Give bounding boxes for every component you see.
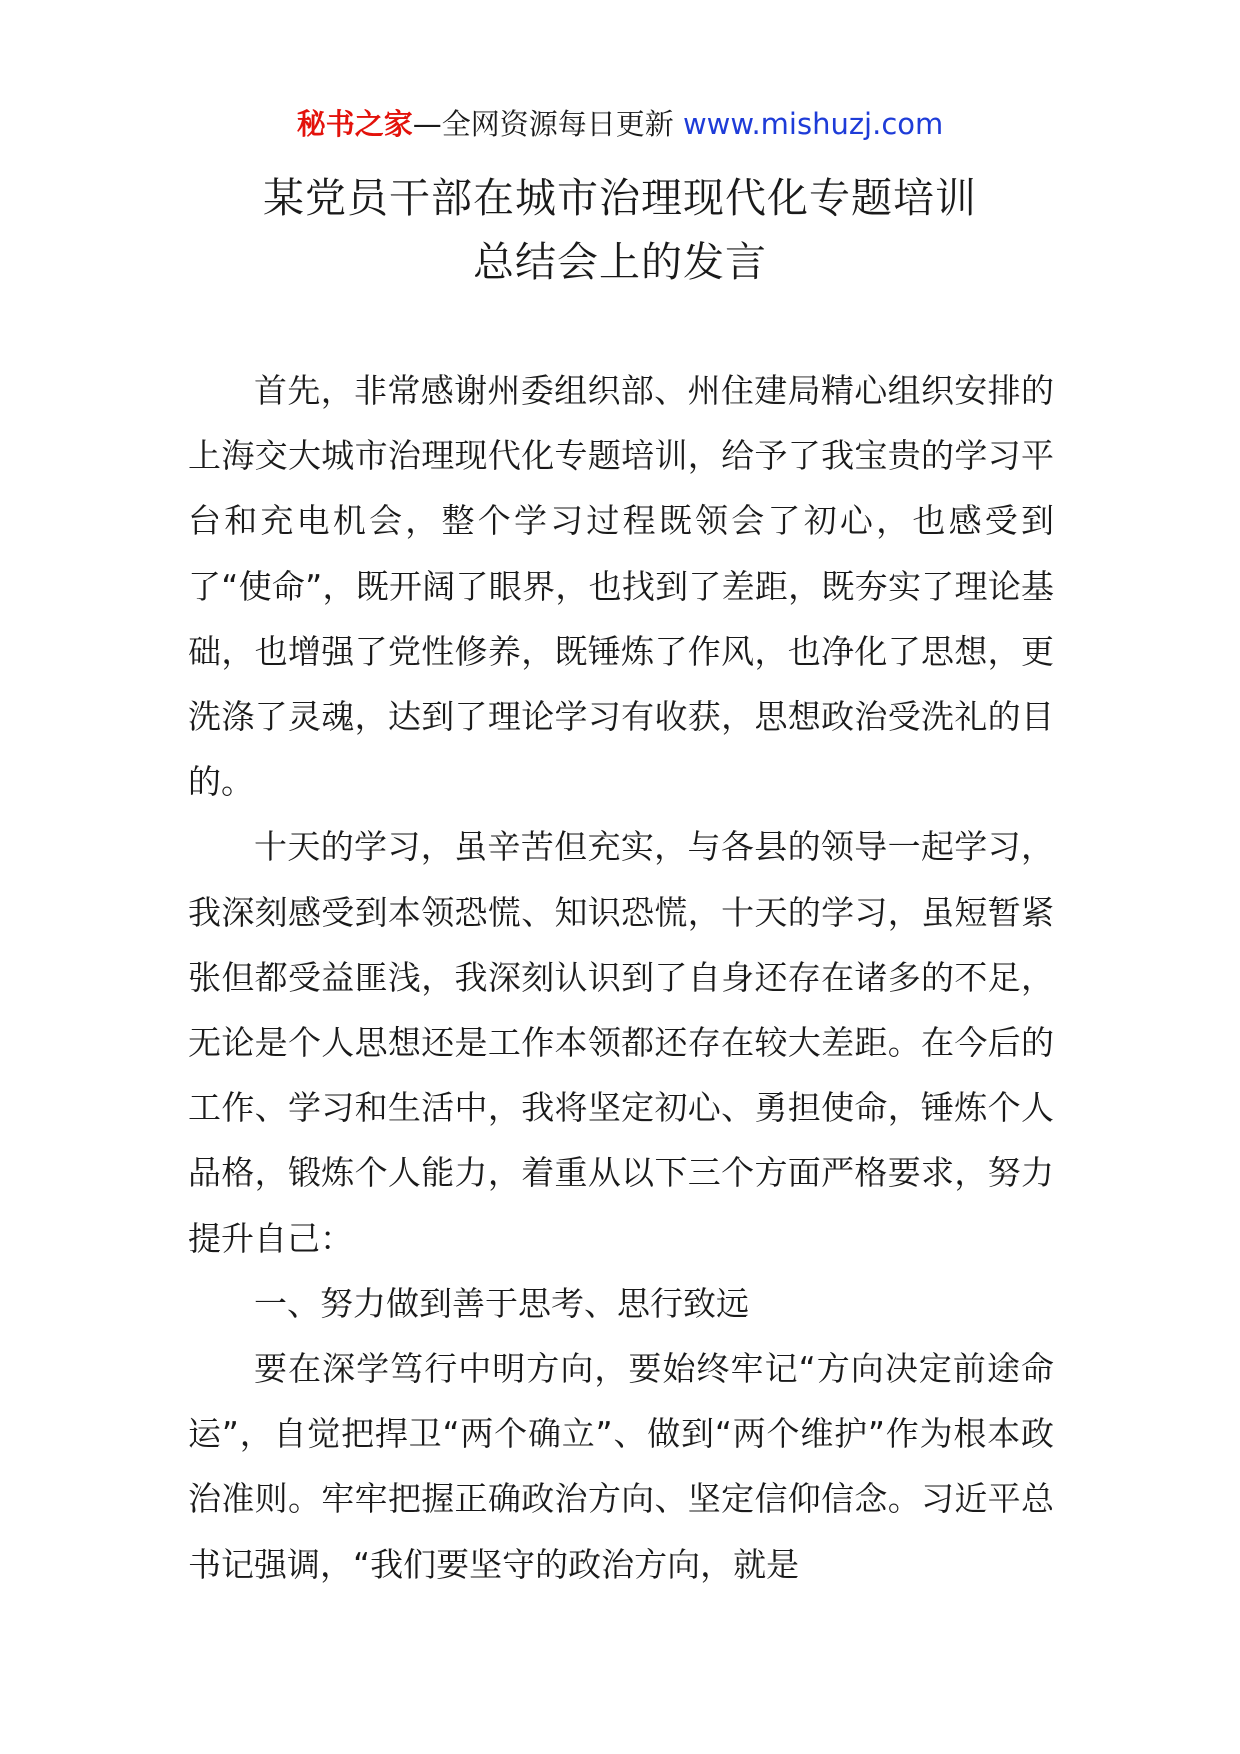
site-brand: 秘书之家 (296, 107, 413, 141)
document-body (188, 358, 1054, 1597)
paragraph: 首先，非常感谢州委组织部、州住建局精心组织安排的上海交大城市治理现代化专题培训，给予了我宝贵的学习平台和充电机会，整个学习过程既领会了初心，也感受到了“使命”，既开阔了眼界，也找到了差距，既夯实了理论基础，也增强了党性修养，既锤炼了作风，也净化了思想，更洗涤了灵魂，达到了理论学习有收获，思想政治受洗礼的目的。 (188, 371, 1054, 802)
title-line-1: 某党员干部在城市治理现代化专题培训 (263, 174, 977, 222)
section-heading: 一、努力做到善于思考、思行致远 (254, 1283, 749, 1323)
site-header (0, 104, 1240, 144)
title-line-2: 总结会上的发言 (473, 238, 767, 286)
paragraph: 十天的学习，虽辛苦但充实，与各县的领导一起学习，我深刻感受到本领恐慌、知识恐慌，十天的学习，虽短暂紧张但都受益匪浅，我深刻认识到了自身还存在诸多的不足，无论是个人思想还是工作本领都还存在较大差距。在今后的工作、学习和生活中，我将坚定初心、勇担使命，锤炼个人品格，锻炼个人能力，着重从以下三个方面严格要求，努力提升自己： (188, 827, 1054, 1258)
paragraph: 要在深学笃行中明方向，要始终牢记“方向决定前途命运”，自觉把捍卫“两个确立”、做到“两个维护”作为根本政治准则。牢牢把握正确政治方向、坚定信仰信念。习近平总书记强调，“我们要坚守的政治方向，就是 (188, 1349, 1054, 1584)
site-tagline: —全网资源每日更新 (412, 107, 683, 141)
site-url[interactable]: www.mishuzj.com (682, 107, 944, 141)
document-title (0, 166, 1240, 294)
